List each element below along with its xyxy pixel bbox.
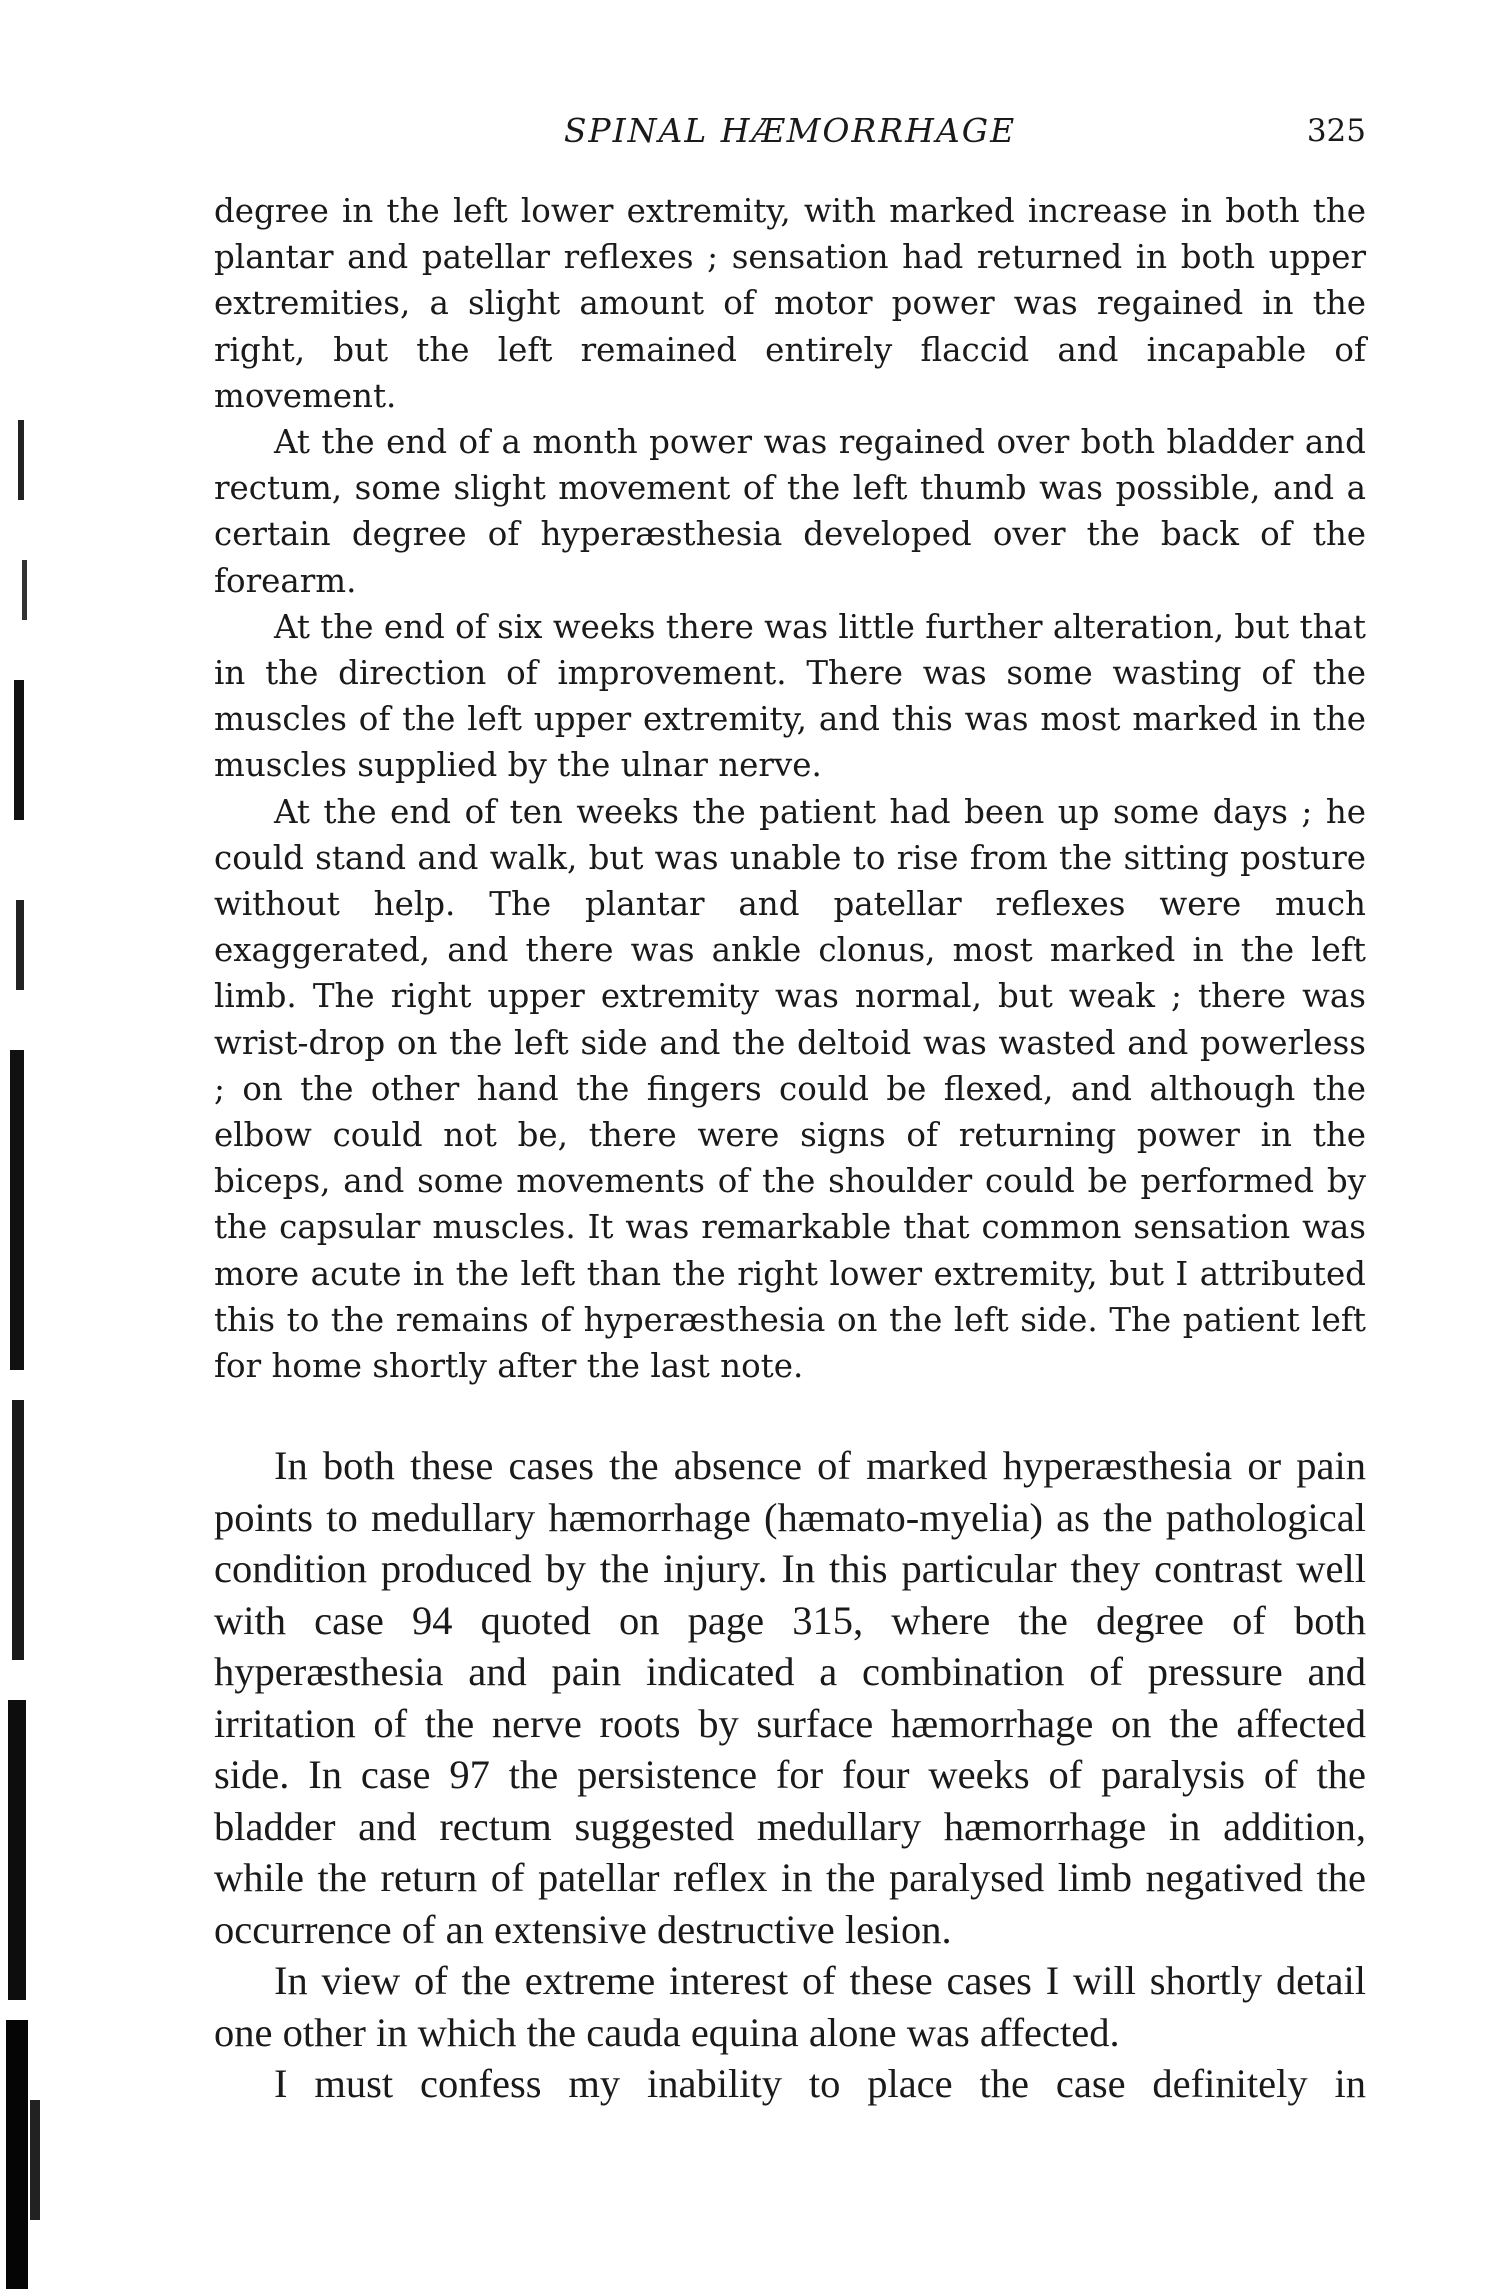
commentary <box>214 1440 1366 2110</box>
commentary-paragraph: In both these cases the absence of marked hyperæsthesia or pain points to medullary hæmorrhage (hæmato-myelia) as the pathological condition produced by the injury. In this particular they contrast well with case 94 quoted on page 315, where the degree of both hyperæsthesia and pain indicated a combination of pressure and irritation of the nerve roots by surface hæmorrhage on the affected side. In case 97 the persistence for four weeks of paralysis of the bladder and rectum suggested medullary hæmorrhage in addition, while the return of patellar reflex in the paralysed limb negatived the occurrence of an extensive destructive lesion. <box>214 1443 1366 1952</box>
case-notes-paragraph: At the end of six weeks there was little further alteration, but that in the direction of improvement. There was some wasting of the muscles of the left upper extremity, and this was most marked in the muscles supplied by the ulnar nerve. <box>214 607 1366 785</box>
case-notes-paragraph: At the end of ten weeks the patient had been up some days ; he could stand and walk, but was unable to rise from the sitting posture without help. The plantar and patellar reflexes were much exaggerated, and there was ankle clonus, most marked in the left limb. The right upper extremity was normal, but weak ; there was wrist-drop on the left side and the deltoid was wasted and powerless ; on the other hand the fingers could be flexed, and although the elbow could not be, there were signs of returning power in the biceps, and some movements of the shoulder could be performed by the capsular muscles. It was remarkable that common sensation was more acute in the left than the right lower extremity, but I attributed this to the remains of hyperæsthesia on the left side. The patient left for home shortly after the last note. <box>214 792 1366 1386</box>
commentary-paragraph: In view of the extreme interest of these cases I will shortly detail one other in which the cauda equina alone was affected. <box>214 1958 1366 2055</box>
case-notes-paragraph: At the end of a month power was regained over both bladder and rectum, some slight movement of the left thumb was possible, and a certain degree of hyperæsthesia developed over the back of the forearm. <box>214 423 1366 600</box>
commentary-paragraph: I must confess my inability to place the case definitely in <box>274 2061 1366 2106</box>
page-number: 325 <box>1306 113 1366 149</box>
running-title: SPINAL HÆMORRHAGE <box>563 111 1017 150</box>
binding-shadow <box>0 0 62 2289</box>
running-header <box>214 106 1366 156</box>
case-notes-paragraph: degree in the left lower extremity, with marked increase in both the plantar and patellar reflexes ; sensation had returned in both upper extremities, a slight amount of motor power was regained in the right, but the left remained entirely flaccid and incapable of movement. <box>214 192 1366 415</box>
case-notes <box>214 188 1366 1389</box>
